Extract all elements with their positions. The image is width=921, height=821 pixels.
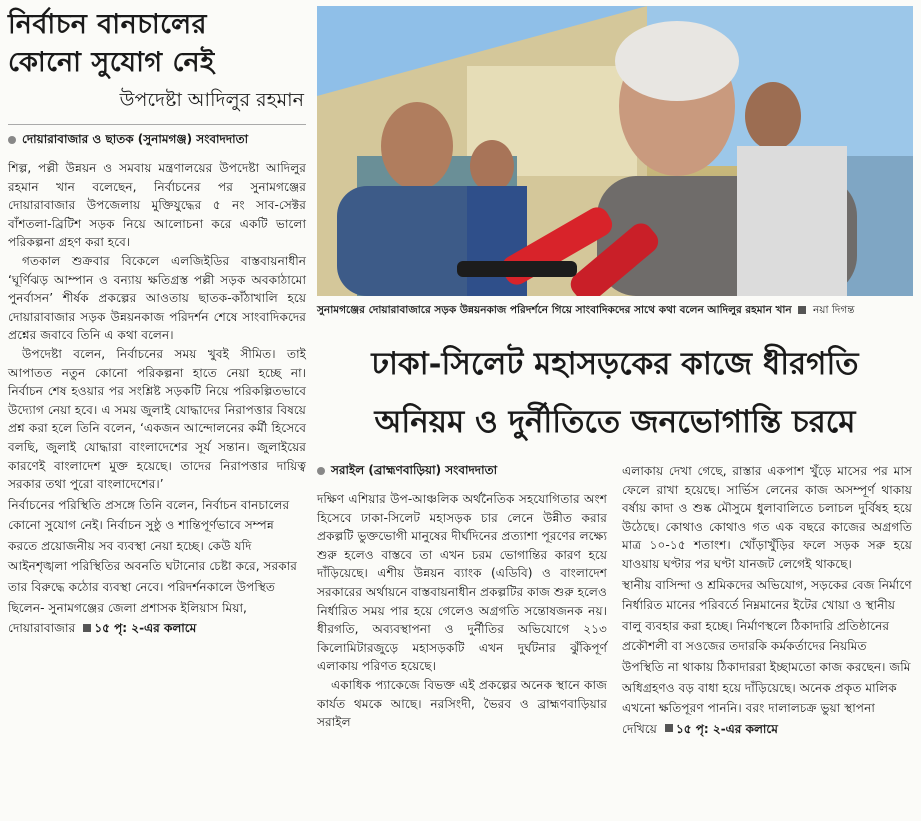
right-column-1	[317, 462, 607, 732]
right-headline-line1: ঢাকা-সিলেট মহাসড়কের কাজে ধীরগতি	[371, 346, 859, 382]
left-byline-text: দোয়ারাবাজার ও ছাতক (সুনামগঞ্জ) সংবাদদাতা	[22, 132, 249, 146]
right-byline	[317, 462, 607, 482]
left-story	[8, 6, 306, 638]
bullet-icon	[8, 136, 16, 144]
left-paragraph: উপদেষ্টা বলেন, নির্বাচনের সময় খুবই সীমিত। তাই আপাতত নতুন কোনো পরিকল্পনা হাতে নেয়া হচ্ছে না। নির্বাচন শেষ হওয়ার পর সংশ্লিষ্ট সড়কটি নিয়ে পরিকল্পিতভাবে উদ্যোগ নেয়া হবে। এ সময় জুলাই যোদ্ধাদের নিরাপত্তার বিষয়ে প্রশ্ন করা হলে তিনি বলেন, ‘একজন আন্দোলনের কর্মী হিসেবে বলছি, জুলাই যোদ্ধারা বাংলাদেশের সূর্য সন্তান। জুলাইয়ের কারণেই বাংলাদেশ মুক্ত হয়েছে। তাদের নিরাপত্তার দায়িত্ব সরকার তথা পুরো বাংলাদেশের।’	[8, 346, 306, 492]
right-paragraph: একাধিক প্যাকেজে বিভক্ত এই প্রকল্পের অনেক স্থানে কাজ কার্যত থমকে আছে। নরসিংদী, ভৈরব ও ব্রাহ্মণবাড়িয়ার সরাইল	[317, 677, 607, 730]
right-headline-line2: অনিয়ম ও দুর্নীতিতে জনভোগান্তি চরমে	[374, 404, 856, 440]
left-headline-line2: কোনো সুযোগ নেই	[8, 47, 215, 78]
right-paragraph: দক্ষিণ এশিয়ার উপ-আঞ্চলিক অর্থনৈতিক সহযোগিতার অংশ হিসেবে ঢাকা-সিলেট মহাসড়ক চার লেনে উন্নীত করার প্রকল্পটি ভুক্তভোগী মানুষের দীর্ঘদিনের প্রত্যাশা পূরণের লক্ষ্যে শুরু হলেও বাস্তবে তা এখন চরম ভোগান্তির কারণ হয়ে দাঁড়িয়েছে। এশীয় উন্নয়ন ব্যাংক (এডিবি) ও বাংলাদেশ সরকারের অর্থায়নে বাস্তবায়নাধীন প্রকল্পটির কাজ শুরু হলেও নির্ধারিত সময় পার হয়ে গেলেও অগ্রগতি সন্তোষজনক নয়। ধীরগতি, অব্যবস্থাপনা ও দুর্নীতির অভিযোগে ২১৩ কিলোমিটারজুড়ে মহাসড়কটি এখন দুর্ঘটনার ঝুঁকিপূর্ণ এলাকায় পরিণত হয়েছে।	[317, 492, 607, 674]
photo-illustration	[317, 6, 913, 296]
left-paragraph: গতকাল শুক্রবার বিকেলে এলজিইডির বাস্তবায়নাধীন ‘ঘূর্ণিঝড় আম্পান ও বন্যায় ক্ষতিগ্রস্ত পল্লী সড়ক অবকাঠামো পুনর্বাসন’ শীর্ষক প্রকল্পের আওতায় ছাতক-কাঁঠাখালি হয়ে দোয়ারাবাজার সড়ক উন্নয়নকাজ পরিদর্শন শেষে সাংবাদিকদের প্রশ্নের জবাবে তিনি এ কথা বলেন।	[8, 253, 306, 343]
photo-source: নয়া দিগন্ত	[813, 304, 855, 316]
left-paragraph: নির্বাচনের পরিস্থিতি প্রসঙ্গে তিনি বলেন, নির্বাচন বানচালের কোনো সুযোগ নেই। নির্বাচন সুষ্ঠু ও শান্তিপূর্ণভাবে সম্পন্ন করতে প্রয়োজনীয় সব ব্যবস্থা নেয়া হচ্ছে। কেউ যদি আইনশৃঙ্খলা পরিস্থিতির অবনতি ঘটানোর চেষ্টা করে, সরকার তার বিরুদ্ধে কঠোর ব্যবস্থা নেবে। পরিদর্শনকালে উপস্থিত ছিলেন- সুনামগঞ্জের জেলা প্রশাসক ইলিয়াস মিয়া, দোয়ারাবাজার	[8, 497, 297, 636]
news-photo	[317, 6, 913, 296]
left-continuation: ১৫ পৃ: ২-এর কলামে	[94, 621, 197, 636]
square-icon	[798, 306, 806, 314]
right-paragraph: এলাকায় দেখা গেছে, রাস্তার একপাশ খুঁড়ে মাসের পর মাস ফেলে রাখা হয়েছে। সার্ভিস লেনের কাজ অসম্পূর্ণ থাকায় বর্ষায় কাদা ও শুষ্ক মৌসুমে ধুলাবালিতে চলাচল দুর্বিষহ হয়ে উঠেছে। কোথাও কোথাও গত এক বছরে কাজের অগ্রগতি মাত্র ১০-১৫ শতাংশ। খোঁড়াখুঁড়ির ফলে সড়ক সরু হয়ে যাওয়ায় ঘণ্টার পর ঘণ্টা যানজট লেগেই থাকছে।	[622, 464, 912, 571]
square-icon	[83, 624, 91, 632]
right-paragraph: স্থানীয় বাসিন্দা ও শ্রমিকদের অভিযোগ, সড়কের বেজ নির্মাণে নির্ধারিত মানের পরিবর্তে নিম্নমানের ইটের খোয়া ও স্থানীয় বালু ব্যবহার করা হচ্ছে। নির্মাণস্থলে ঠিকাদারি প্রতিষ্ঠানের প্রকৌশলী বা সওজের তদারকি কর্মকর্তাদের নিয়মিত উপস্থিতি না থাকায় ঠিকাদাররা ইচ্ছামতো কাজ করছেন। জমি অধিগ্রহণও বড় বাধা হয়ে দাঁড়িয়েছে। অনেক প্রকৃত মালিক এখনো ক্ষতিপূরণ পাননি। বরং দালালচক্র ভুয়া স্থাপনা দেখিয়ে	[622, 577, 912, 736]
left-paragraph: শিল্প, পল্লী উন্নয়ন ও সমবায় মন্ত্রণালয়ের উপদেষ্টা আদিলুর রহমান খান বলেছেন, নির্বাচনের পর সুনামগঞ্জের দোয়ারাবাজার উপজেলায় মুক্তিযুদ্ধের ৫ নং সাব-সেক্টর বাঁশতলা-ব্রিটিশ সড়ক নিয়ে আলোচনা করে একটি ভালো পরিকল্পনা গ্রহণ করা হবে।	[8, 161, 306, 250]
photo-caption	[317, 303, 913, 320]
square-icon	[665, 724, 673, 732]
right-byline-text: সরাইল (ব্রাহ্মণবাড়িয়া) সংবাদদাতা	[331, 463, 498, 477]
left-headline-line1: নির্বাচন বানচালের	[8, 9, 207, 40]
photo-caption-text: সুনামগঞ্জের দোয়ারাবাজারে সড়ক উন্নয়নকাজ পরিদর্শনে গিয়ে সাংবাদিকদের সাথে কথা বলেন আদিলুর রহমান খান	[317, 304, 792, 316]
left-subheadline: উপদেষ্টা আদিলুর রহমান	[119, 89, 304, 111]
right-continuation: ১৫ পৃ: ২-এর কলামে	[676, 721, 778, 736]
left-byline	[8, 124, 306, 151]
right-column-2	[622, 462, 912, 738]
bullet-icon	[317, 467, 325, 475]
